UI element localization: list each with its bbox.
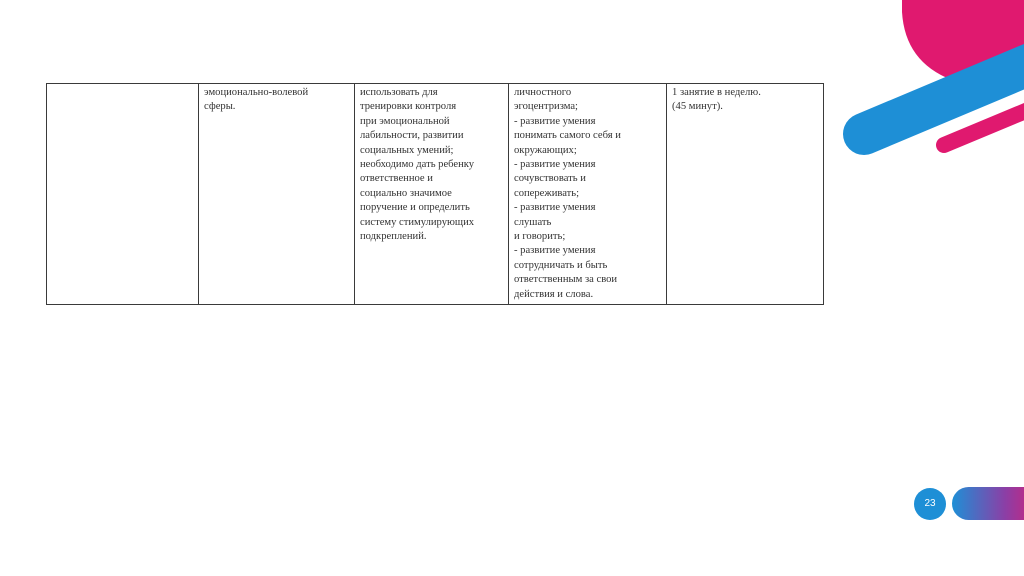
cell-text-line: 1 занятие в неделю. <box>672 87 761 98</box>
cell-text-line: личностного <box>514 87 572 98</box>
cell-text-line: тренировки контроля <box>360 101 457 113</box>
cell-text-line: лабильности, развитии <box>360 130 464 142</box>
content-table <box>46 83 824 305</box>
cell-text-line: понимать самого себя и <box>514 130 621 142</box>
cell-text-line: - развитие умения <box>514 245 596 257</box>
cell-text-line: при эмоциональной <box>360 115 450 127</box>
cell-text-line: систему стимулирующих <box>360 216 475 228</box>
cell-text-line: эмоционально-волевой <box>204 87 309 98</box>
cell-text-line: сотрудничать и быть <box>514 259 608 271</box>
cell-text-line: и говорить; <box>514 231 566 243</box>
cell-text-line: социально значимое <box>360 187 452 199</box>
table-row <box>47 84 824 305</box>
cell-text-line: сферы. <box>204 101 236 113</box>
cell-text-line: подкреплений. <box>360 231 427 243</box>
magenta-diagonal-stripe <box>944 105 1024 145</box>
cell-text-line: эгоцентризма; <box>514 101 579 113</box>
cell-text-line: окружающих; <box>514 144 577 156</box>
table-cell <box>509 84 667 305</box>
table-cell <box>667 84 824 305</box>
blue-diagonal-stripe <box>864 60 1024 134</box>
cell-text-line: - развитие умения <box>514 159 596 171</box>
page-number-badge: 23 <box>914 488 946 520</box>
table-cell <box>199 84 355 305</box>
table-cell <box>355 84 509 305</box>
cell-text-line: действия и слова. <box>514 288 594 300</box>
cell-text-line: ответственным за свои <box>514 274 618 286</box>
cell-text-line: слушать <box>514 216 552 228</box>
magenta-blob-shape <box>902 0 1024 80</box>
cell-text-line: ответственное и <box>360 173 433 185</box>
cell-text-line: поручение и определить <box>360 202 470 214</box>
cell-text-line: социальных умений; <box>360 144 454 156</box>
cell-text-line: - развитие умения <box>514 115 596 127</box>
cell-text-line: сопереживать; <box>514 187 580 199</box>
cell-text-line: использовать для <box>360 87 438 98</box>
cell-text-line: (45 минут). <box>672 101 723 113</box>
footer-gradient-pill <box>952 487 1024 520</box>
cell-text-line: сочувствовать и <box>514 173 586 185</box>
table-cell <box>47 84 199 305</box>
cell-text-line: - развитие умения <box>514 202 596 214</box>
cell-text-line: необходимо дать ребенку <box>360 159 475 171</box>
